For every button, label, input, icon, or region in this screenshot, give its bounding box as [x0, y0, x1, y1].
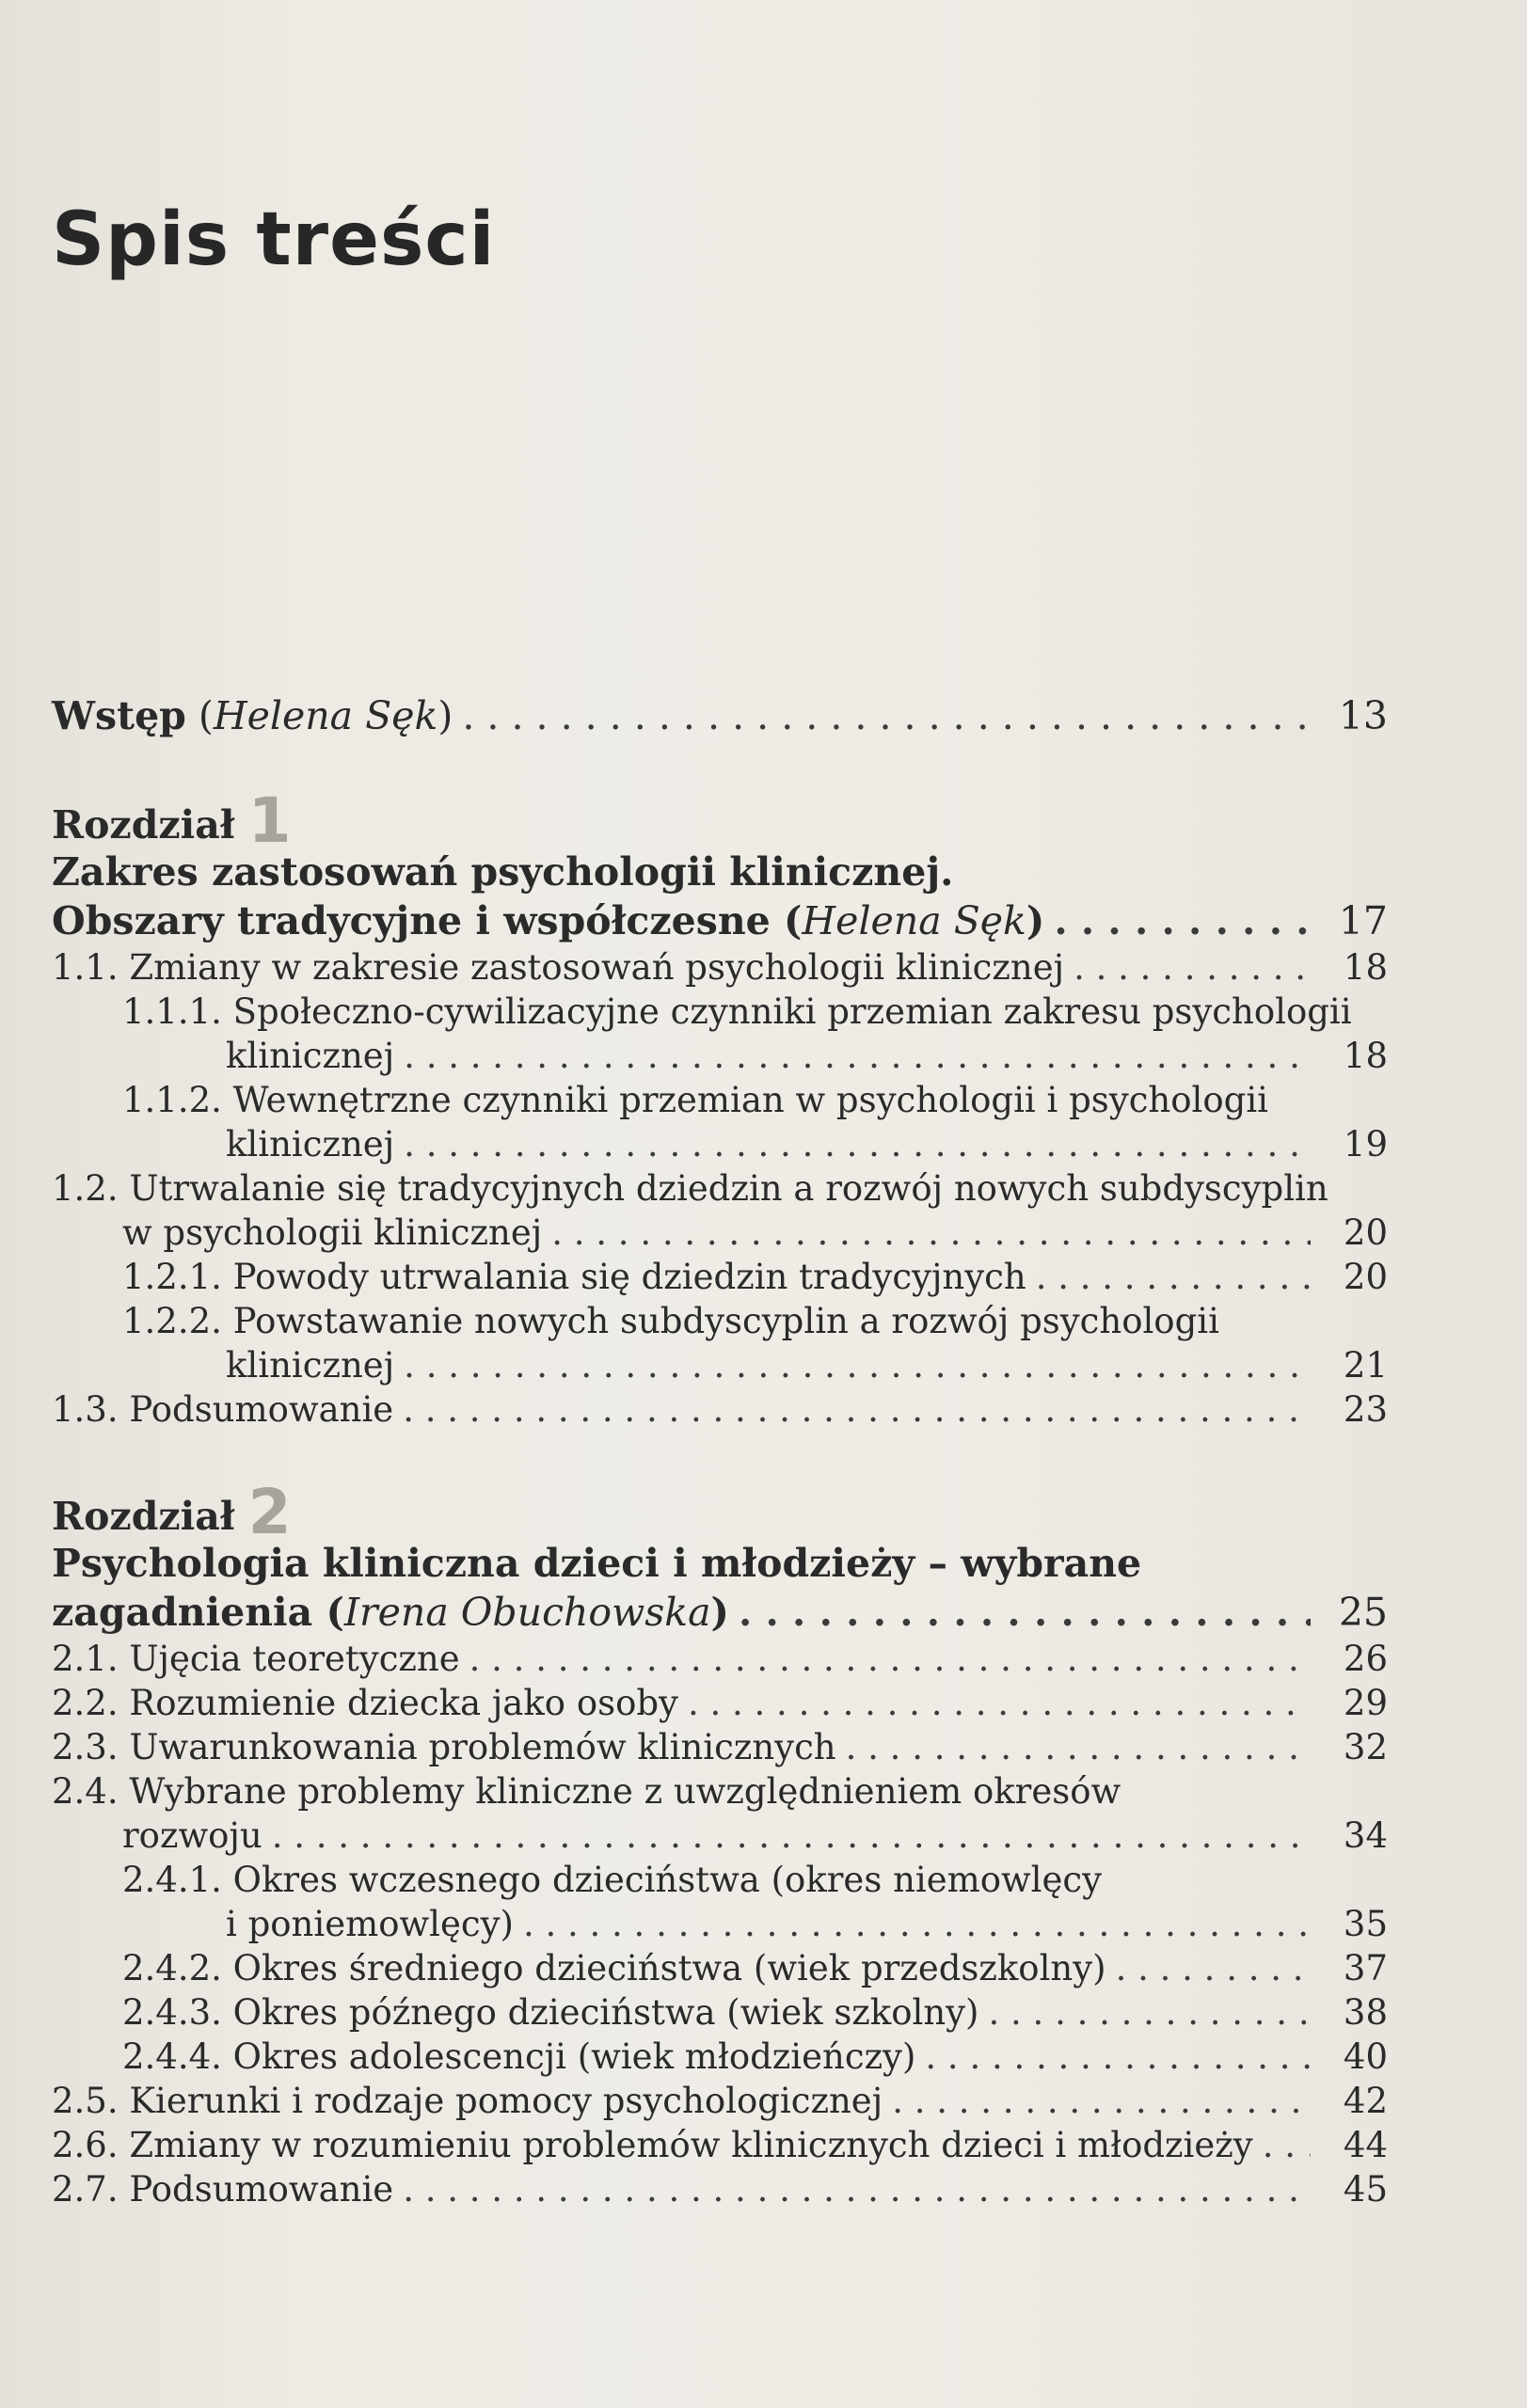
dot-leader	[462, 691, 1311, 740]
dot-leader	[1036, 1255, 1311, 1299]
chapter-title: Zakres zastosowań psychologii klinicznej.	[52, 849, 954, 895]
toc-entry: 1.3. Podsumowanie . . . 23	[52, 1387, 1388, 1432]
toc-entry-continued: klinicznej . . . 19	[52, 1122, 1388, 1166]
page-number: 18	[1343, 947, 1388, 988]
page-number: 20	[1343, 1212, 1388, 1253]
toc-entry: 1.1. Zmiany w zakresie zastosowań psychologii klinicznej . . . 18	[52, 945, 1388, 990]
page-number: 18	[1343, 1036, 1388, 1076]
chapter-heading	[52, 1476, 1388, 1548]
intro-author: Helena Sęk	[213, 693, 438, 738]
toc-entry: 2.5. Kierunki i rodzaje pomocy psychologicznej . . . 42	[52, 2079, 1388, 2123]
dot-leader	[1116, 1946, 1311, 1990]
dot-leader	[892, 2079, 1311, 2123]
dot-leader	[989, 1990, 1312, 2035]
dot-leader	[404, 1343, 1311, 1387]
page-number: 23	[1343, 1389, 1388, 1430]
page-number: 26	[1343, 1639, 1388, 1679]
toc-entry: 2.4.2. Okres średniego dzieciństwa (wiek przedszkolny) . . . 37	[52, 1946, 1388, 1990]
toc-entry-continued: klinicznej . . . 21	[52, 1343, 1388, 1387]
page-number: 38	[1343, 1992, 1388, 2033]
dot-leader	[272, 1814, 1311, 1858]
page-number: 21	[1343, 1345, 1388, 1386]
toc-entry-continued: klinicznej . . . 18	[52, 1034, 1388, 1078]
toc-entry: 2.4.1. Okres wczesnego dzieciństwa (okres niemowlęcy	[122, 1860, 1103, 1900]
page-number: 13	[1338, 693, 1388, 738]
dot-leader	[404, 1122, 1311, 1166]
chapter-title-line: Obszary tradycyjne i współczesne (Helena Sęk) . . . 17	[52, 896, 1388, 945]
chapter-author: Irena Obuchowska	[343, 1590, 711, 1635]
toc-entry: 1.2. Utrwalanie się tradycyjnych dziedzin a rozwój nowych subdyscyplin	[52, 1168, 1328, 1209]
page-title: Spis treści	[52, 198, 496, 282]
toc-entry-continued: w psychologii klinicznej . . . 20	[52, 1211, 1388, 1255]
toc-entry-intro: Wstęp (Helena Sęk) . . . 13	[52, 691, 1388, 740]
toc-entry: 1.1.1. Społeczno-cywilizacyjne czynniki przemian zakresu psychologii	[122, 991, 1352, 1032]
dot-leader	[688, 1681, 1311, 1725]
toc-entry: 1.2.1. Powody utrwalania się dziedzin tradycyjnych . . . 20	[52, 1255, 1388, 1299]
toc-entry: 2.3. Uwarunkowania problemów klinicznych . . . 32	[52, 1725, 1388, 1769]
dot-leader	[551, 1211, 1311, 1255]
table-of-contents	[52, 691, 1388, 2211]
page-number: 42	[1343, 2081, 1388, 2121]
dot-leader	[469, 1637, 1311, 1681]
toc-entry: 2.4.4. Okres adolescencji (wiek młodzieńczy) . . . 40	[52, 2035, 1388, 2079]
page-number: 20	[1343, 1257, 1388, 1297]
page-number: 40	[1343, 2036, 1388, 2077]
toc-entry: 2.7. Podsumowanie . . . 45	[52, 2167, 1388, 2211]
toc-entry: 2.6. Zmiany w rozumieniu problemów klinicznych dzieci i młodzieży . . . 44	[52, 2123, 1388, 2167]
dot-leader	[523, 1902, 1311, 1946]
dot-leader	[925, 2035, 1311, 2079]
page-number: 17	[1338, 898, 1388, 943]
toc-entry-continued: rozwoju . . . 34	[52, 1814, 1388, 1858]
dot-leader	[739, 1588, 1311, 1637]
page-number: 29	[1343, 1683, 1388, 1723]
chapter-number: 1	[247, 784, 292, 857]
chapter-label: Rozdział	[52, 1494, 235, 1539]
chapter-author: Helena Sęk	[802, 898, 1026, 943]
chapter-title: Psychologia kliniczna dzieci i młodzieży – wybrane	[52, 1541, 1142, 1586]
dot-leader	[1074, 945, 1311, 990]
dot-leader	[403, 2167, 1311, 2211]
toc-entry: 2.1. Ujęcia teoretyczne . . . 26	[52, 1637, 1388, 1681]
page-number: 44	[1343, 2125, 1388, 2165]
toc-entry: 1.1.2. Wewnętrzne czynniki przemian w psychologii i psychologii	[122, 1080, 1268, 1120]
chapter-label: Rozdział	[52, 802, 235, 848]
toc-entry: 2.4.3. Okres późnego dzieciństwa (wiek szkolny) . . . 38	[52, 1990, 1388, 2035]
dot-leader	[846, 1725, 1311, 1769]
dot-leader	[1263, 2123, 1311, 2167]
dot-leader	[404, 1034, 1311, 1078]
toc-entry: 1.2.2. Powstawanie nowych subdyscyplin a rozwój psychologii	[122, 1301, 1219, 1341]
chapter-heading	[52, 784, 1388, 857]
chapter-title: Obszary tradycyjne i współczesne	[52, 898, 771, 943]
page-number: 25	[1338, 1590, 1388, 1635]
toc-entry-continued: i poniemowlęcy) . . . 35	[52, 1902, 1388, 1946]
chapter-title: zagadnienia	[52, 1590, 313, 1635]
page-number: 19	[1343, 1124, 1388, 1164]
page-number: 32	[1343, 1727, 1388, 1767]
page-number: 34	[1343, 1815, 1388, 1856]
toc-entry: 2.4. Wybrane problemy kliniczne z uwzględnieniem okresów	[52, 1771, 1121, 1812]
chapter-number: 2	[247, 1476, 292, 1548]
toc-entry: 2.2. Rozumienie dziecka jako osoby . . . 29	[52, 1681, 1388, 1725]
page-number: 45	[1343, 2169, 1388, 2210]
page-number: 37	[1343, 1948, 1388, 1988]
dot-leader	[1054, 896, 1311, 945]
dot-leader	[403, 1387, 1311, 1432]
chapter-title-line: zagadnienia (Irena Obuchowska) . . . 25	[52, 1588, 1388, 1637]
intro-label: Wstęp	[52, 693, 186, 738]
page-number: 35	[1343, 1904, 1388, 1944]
